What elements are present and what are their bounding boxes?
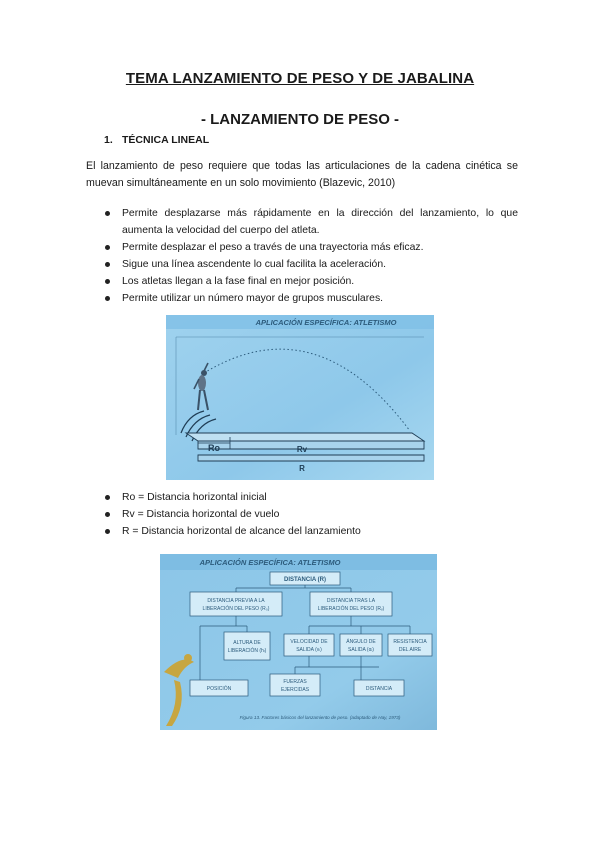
list-item: Rv = Distancia horizontal de vuelo: [104, 506, 518, 523]
list-item: Permite desplazar el peso a través de una trayectoria más eficaz.: [104, 239, 518, 256]
slide2-header: APLICACIÓN ESPECÍFICA: ATLETISMO: [199, 558, 341, 567]
intro-paragraph: El lanzamiento de peso requiere que todas las articulaciones de la cadena cinética se muevan simultáneamente en un solo movimiento (Blazevic, 2010): [86, 160, 518, 189]
page-subtitle: - LANZAMIENTO DE PESO -: [200, 111, 400, 128]
list-item: Ro = Distancia horizontal inicial: [104, 489, 518, 506]
list-item: R = Distancia horizontal de alcance del lanzamiento: [104, 523, 518, 540]
node-altura-line1: ALTURA DE: [233, 640, 261, 646]
node-distancia-previa-line2: LIBERACIÓN DEL PESO (R₀): [202, 606, 270, 612]
node-distancia-r: DISTANCIA (R): [284, 577, 326, 583]
list-item: Los atletas llegan a la fase final en mejor posición.: [104, 273, 518, 290]
figure-caption: Figura 13. Factores básicos del lanzamiento de peso. (adaptado de Hay, 1973): [239, 715, 401, 720]
node-distancia: DISTANCIA: [365, 686, 393, 692]
trajectory-slide-image: [166, 315, 434, 480]
slide1-header: APLICACIÓN ESPECÍFICA: ATLETISMO: [255, 318, 397, 327]
definitions-list: [104, 489, 518, 540]
node-fuerzas-line2: EJERCIDAS: [280, 687, 310, 693]
node-posicion: POSICIÓN: [206, 686, 232, 692]
factors-slide-image: [160, 554, 437, 730]
advantages-list: [104, 205, 518, 307]
node-fuerzas-line1: FUERZAS: [283, 679, 307, 685]
node-distancia-tras-line2: LIBERACIÓN DEL PESO (Rᵥ): [317, 606, 385, 612]
node-angulo-line1: ÁNGULO DE: [346, 639, 376, 645]
label-rv: Rv: [296, 445, 308, 454]
section-label: TÉCNICA LINEAL: [122, 134, 210, 146]
list-item: Permite desplazarse más rápidamente en la dirección del lanzamiento, lo que aumenta la velocidad del cuerpo del atleta.: [104, 205, 518, 239]
section-heading: [104, 134, 209, 146]
list-item: Sigue una línea ascendente lo cual facilita la aceleración.: [104, 256, 518, 273]
node-altura-line2: LIBERACIÓN (hₗ): [227, 648, 267, 654]
node-distancia-previa-line1: DISTANCIA PREVIA A LA: [207, 598, 265, 604]
node-velocidad-line1: VELOCIDAD DE: [290, 639, 328, 645]
node-velocidad-line2: SALIDA (vₗ): [296, 647, 322, 653]
node-angulo-line2: SALIDA (αₗ): [348, 647, 374, 653]
node-resistencia-line1: RESISTENCIA: [393, 639, 427, 645]
label-ro: Ro: [208, 443, 220, 453]
page-title: TEMA LANZAMIENTO DE PESO Y DE JABALINA: [125, 70, 475, 87]
label-r: R: [299, 464, 305, 473]
section-number: 1.: [104, 134, 113, 146]
node-resistencia-line2: DEL AIRE: [398, 647, 422, 653]
node-distancia-tras-line1: DISTANCIA TRAS LA: [326, 598, 376, 604]
list-item: Permite utilizar un número mayor de grupos musculares.: [104, 290, 518, 307]
